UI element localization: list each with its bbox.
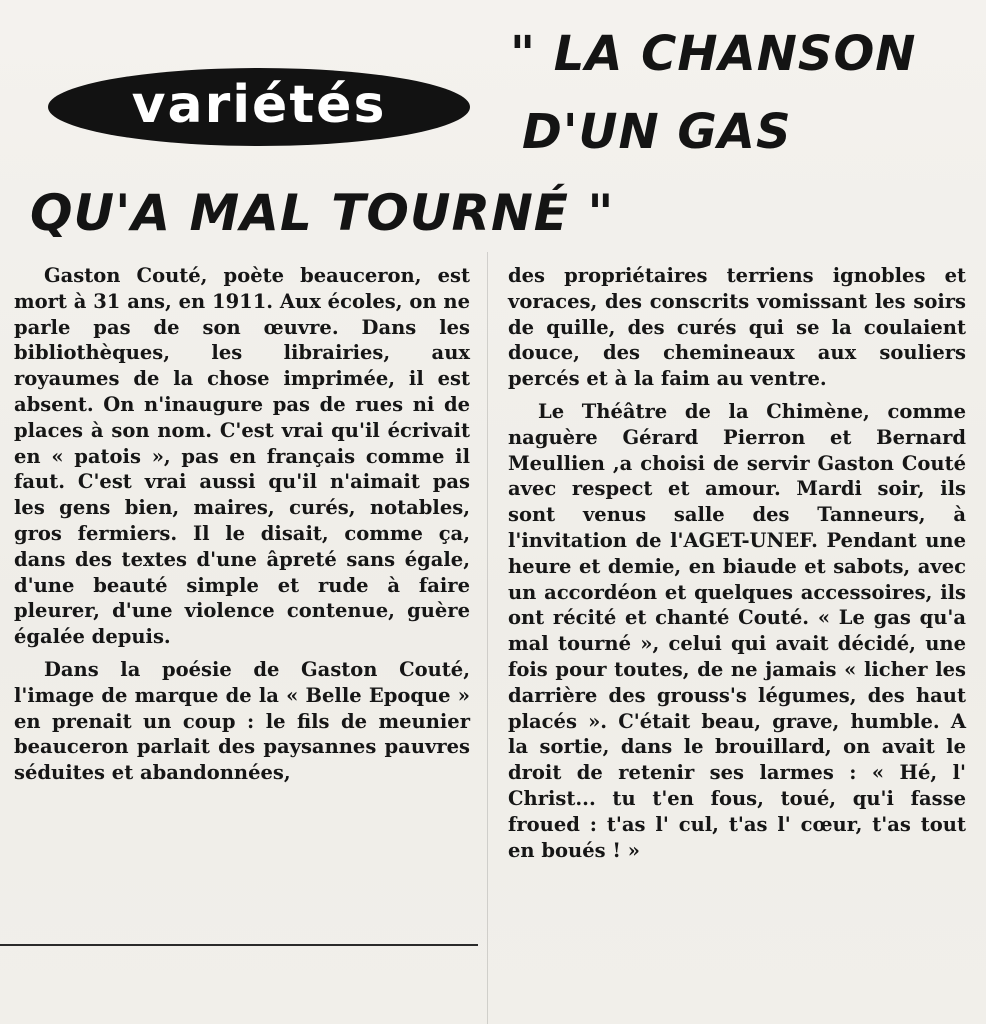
headline-line-3: QU'A MAL TOURNÉ " [30, 184, 615, 242]
paragraph: des propriétaires terriens ignobles et voraces, des conscrits vomissant les soirs de quille, des curés qui se la coulaient douce, des chemineaux aux souliers percés et à la faim au ventre. [508, 264, 966, 391]
paragraph: Le Théâtre de la Chimène, comme naguère Gérard Pierron et Bernard Meullien ,a choisi de servir Gaston Couté avec respect et amour. Mardi soir, ils sont venus salle des Tanneurs, à l'invitation de l'AGET-UNEF. Pendant une heure et demie, en biaude et sabots, avec un accordéon et quelques accessoires, ils ont récité et chanté Couté. « Le gas qu'a mal tourné », celui qui avait décidé, une fois pour toutes, de ne jamais « licher les darrière des grouss's légumes, des haut placés ». C'était beau, grave, humble. A la sortie, dans le brouillard, on avait le droit de retenir ses larmes : « Hé, l' Christ... tu t'en fous, toué, qu'i fasse froued : t'as l' cul, t'as l' cœur, t'as tout en boués ! » [508, 399, 966, 862]
paragraph: Gaston Couté, poète beauceron, est mort à 31 ans, en 1911. Aux écoles, on ne parle pas de son œuvre. Dans les bibliothèques, les librairies, aux royaumes de la chose imprimée, il est absent. On n'inaugure pas de rues ni de places à son nom. C'est vrai qu'il écrivait en « patois », pas en français comme il faut. C'est vrai aussi qu'il n'aimait pas les gens bien, maires, curés, notables, gros fermiers. Il le disait, comme ça, dans des textes d'une âpreté sans égale, d'une beauté simple et rude à faire pleurer, d'une violence contenue, guère égalée depuis. [14, 264, 470, 649]
rule-line [0, 944, 478, 946]
section-badge [48, 68, 470, 146]
section-badge-label: variétés [131, 75, 387, 135]
headline-line-2: D'UN GAS [522, 104, 792, 160]
paragraph: Dans la poésie de Gaston Couté, l'image de marque de la « Belle Epoque » en prenait un coup : le fils de meunier beauceron parlait des paysannes pauvres séduites et abandonnées, [14, 657, 470, 785]
headline-line-1: " LA CHANSON [510, 26, 917, 82]
column-divider [487, 252, 488, 1024]
article-right-column [508, 263, 966, 863]
article-left-column [14, 263, 470, 786]
